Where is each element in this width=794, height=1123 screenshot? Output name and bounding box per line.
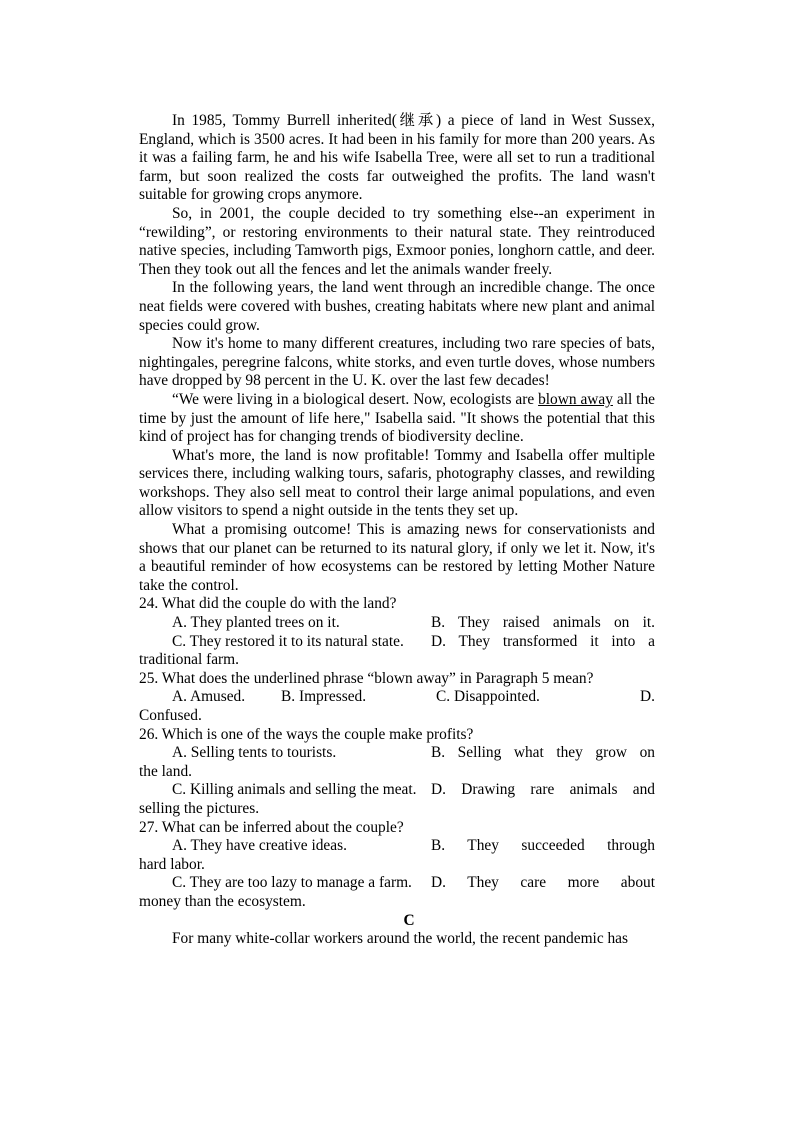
question-26-option-d: D. Drawing rare animals and <box>431 781 655 799</box>
question-26-option-d-continued: selling the pictures. <box>139 799 260 817</box>
passage-paragraph-3: In the following years, the land went through an incredible change. The once neat fields were covered with bushes, creating habitats where new plant and animal species could grow. <box>139 279 655 334</box>
question-24-row-ab <box>139 614 655 633</box>
question-26-option-a: A. Selling tents to tourists. <box>172 744 337 762</box>
section-c-paragraph-1: For many white-collar workers around the world, the recent pandemic has <box>172 930 629 948</box>
question-24-stem: 24. What did the couple do with the land? <box>139 595 397 613</box>
question-27-option-a: A. They have creative ideas. <box>172 837 347 855</box>
question-27-row-cd <box>139 874 655 893</box>
paragraph-5-start: “We were living in a biological desert. Now, ecologists are <box>172 390 539 408</box>
section-c-heading: C <box>403 911 415 929</box>
question-24-option-c: C. They restored it to its natural state. <box>172 632 404 650</box>
question-27-option-d: D. They care more about <box>431 874 655 892</box>
question-25-option-a: A. Amused. <box>172 688 246 706</box>
question-25-option-d-continued: Confused. <box>139 707 202 724</box>
underlined-phrase: blown away <box>538 390 613 408</box>
question-24-option-d-continued: traditional farm. <box>139 651 240 669</box>
question-26-option-b: B. Selling what they grow on <box>431 744 655 762</box>
question-26-option-b-continued: the land. <box>139 762 192 780</box>
question-25-option-d: D. <box>640 688 655 706</box>
question-25-option-c: C. Disappointed. <box>436 688 540 706</box>
question-27-option-d-continued: money than the ecosystem. <box>139 892 306 910</box>
passage-paragraph-2: So, in 2001, the couple decided to try something else--an experiment in “rewilding”, or restoring environments to their natural state. They reintroduced native species, including Tamworth pigs, Exmoor ponies, longhorn cattle, and deer. Then they took out all the fences and let the animals wander freely. <box>139 204 655 278</box>
question-26-stem: 26. Which is one of the ways the couple make profits? <box>139 725 474 743</box>
question-27-stem: 27. What can be inferred about the couple? <box>139 818 404 836</box>
passage-paragraph-6: What's more, the land is now profitable! Tommy and Isabella offer multiple services there, including walking tours, safaris, photography classes, and rewilding workshops. They also sell meat to control their large animal populations, and even allow visitors to spend a night outside in the tents they set up. <box>139 446 655 520</box>
question-26-row-ab <box>139 744 655 763</box>
question-24-row-cd <box>139 633 655 652</box>
question-26-option-c: C. Killing animals and selling the meat. <box>172 781 417 799</box>
paragraph-5-end: all the time by just the amount of life here," Isabella said. "It shows the potential that this kind of project has for changing trends of biodiversity decline. <box>139 390 655 446</box>
question-27-option-c: C. They are too lazy to manage a farm. <box>172 874 412 892</box>
question-27-option-b-continued: hard labor. <box>139 855 205 873</box>
passage-paragraph-5 <box>139 391 655 447</box>
question-25-options <box>139 688 655 707</box>
question-27-row-ab <box>139 837 655 856</box>
question-24-option-a: A. They planted trees on it. <box>172 614 340 632</box>
passage-paragraph-1: In 1985, Tommy Burrell inherited(继承) a piece of land in West Sussex, England, which is 3500 acres. It had been in his family for more than 200 years. As it was a failing farm, he and his wife Isabella Tree, were all set to run a traditional farm, but soon realized the costs far outweighed the profits. The land wasn't suitable for growing crops anymore. <box>139 112 655 204</box>
question-24-option-b: B. They raised animals on it. <box>431 614 655 632</box>
question-27-option-b: B. They succeeded through <box>431 837 655 855</box>
document-page <box>139 112 655 949</box>
question-25-option-b: B. Impressed. <box>281 688 367 706</box>
question-24-option-d: D. They transformed it into a <box>431 632 655 650</box>
question-25-stem: 25. What does the underlined phrase “blown away” in Paragraph 5 mean? <box>139 669 594 687</box>
question-26-row-cd <box>139 781 655 800</box>
passage-paragraph-7: What a promising outcome! This is amazing news for conservationists and shows that our planet can be returned to its natural glory, if only we let it. Now, it's a beautiful reminder of how ecosystems can be restored by letting Mother Nature take the control. <box>139 521 655 594</box>
passage-paragraph-4: Now it's home to many different creatures, including two rare species of bats, nightingales, peregrine falcons, white storks, and even turtle doves, whose numbers have dropped by 98 percent in the U. K. over the last few decades! <box>139 335 655 390</box>
